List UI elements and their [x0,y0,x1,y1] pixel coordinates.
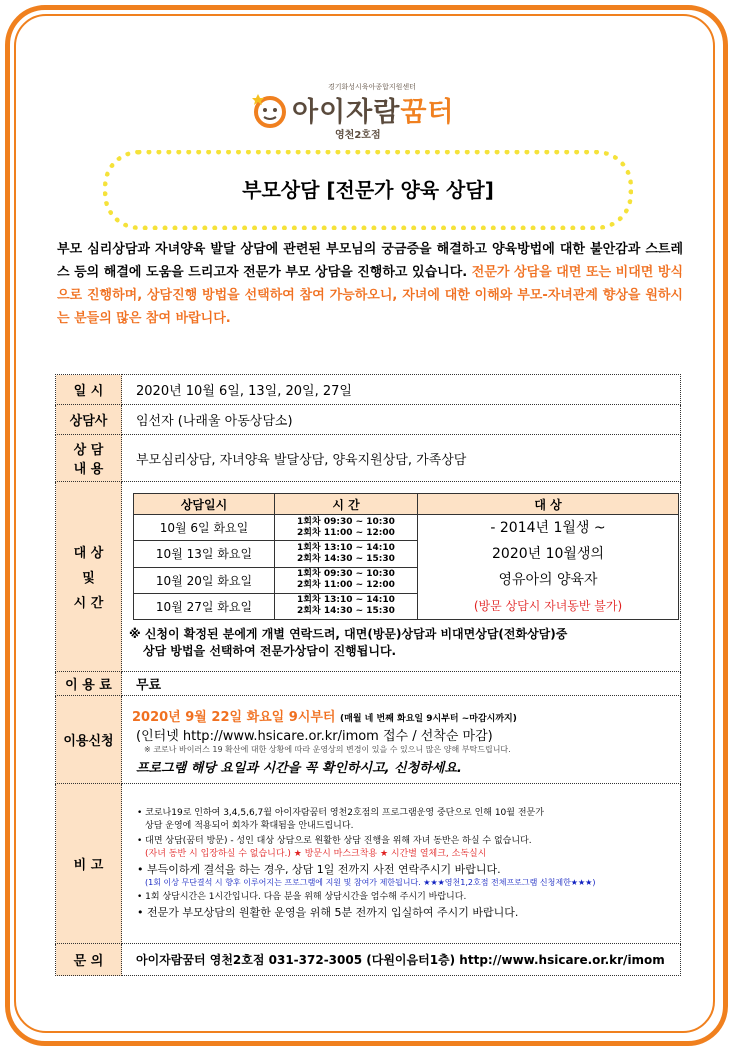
apply-method: (인터넷 http://www.hsicare.or.kr/imom 접수 / 선착순 마감) [136,728,493,744]
schedule-header-date: 상담일시 [134,494,275,515]
value-date: 2020년 10월 6일, 13일, 20일, 27일 [122,375,681,405]
schedule-date: 10월 13일 화요일 [134,541,275,567]
list-item: • 전문가 부모상담의 원활한 운영을 위해 5분 전까지 입실하여 주시기 바랍니다. [137,905,519,919]
value-contact: 아이자람꿈터 영천2호점 031-372-3005 (다원이음터1층) http://www.hsicare.or.kr/imom [122,944,681,976]
list-item: • 대면 상담(꿈터 방문) - 성인 대상 상담으로 원활한 상담 진행을 위해 자녀 동반은 하실 수 없습니다. (자녀 동반 시 입장하실 수 없습니다.) ★ 방문시 마스크착용 ★ 시간별 열체크, 소독실시 [137,835,532,859]
schedule-date: 10월 20일 화요일 [134,567,275,593]
logo [250,82,500,150]
schedule-date: 10월 6일 화요일 [134,515,275,541]
schedule-table [133,493,679,620]
schedule-cell [122,482,681,672]
schedule-time: 1회차 13:10 ~ 14:10 2회차 14:30 ~ 15:30 [275,593,418,619]
schedule-header-target: 대 상 [418,494,679,515]
schedule-time: 1회차 09:30 ~ 10:30 2회차 11:00 ~ 12:00 [275,515,418,541]
logo-branch: 영천2호점 [335,130,381,141]
apply-date: 2020년 9월 22일 화요일 9시부터 (매월 네 번째 화요일 9시부터 ~마감시까지) [132,709,517,725]
label-counselor: 상담사 [56,405,122,435]
label-content: 상 담 내 용 [56,435,122,482]
list-item: • 1회 상담시간은 1시간입니다. 다음 분을 위해 상담시간을 엄수해 주시기 바랍니다. [137,891,467,902]
value-counselor: 임선자 (나래울 아동상담소) [122,405,681,435]
logo-top-text: 경기화성시육아종합지원센터 [328,83,416,91]
schedule-time: 1회차 09:30 ~ 10:30 2회차 11:00 ~ 12:00 [275,567,418,593]
schedule-note: ※ 신청이 확정된 분에게 개별 연락드려, 대면(방문)상담과 비대면상담(전화상담)중 상담 방법을 선택하여 전문가상담이 진행됩니다. [129,627,568,658]
list-item: • 부득이하게 결석을 하는 경우, 상담 1일 전까지 사전 연락주시기 바랍니다. (1회 이상 무단결석 시 향후 이루어지는 프로그램에 지원 및 참여가 제한됩니다. ★★★영천1,2호점 전체프로그램 신청제한★★★) [137,862,596,887]
page-title: 부모상담 [전문가 양육 상담] [242,178,494,202]
label-target-time: 대 상 및 시 간 [56,482,122,672]
intro-paragraph: 부모 심리상담과 자녀양육 발달 상담에 관련된 부모님의 궁금증을 해결하고 양육방법에 대한 불안감과 스트레스 등의 해결에 도움을 드리고자 전문가 부모 상담을 진행하고 있습니다. 전문가 상담을 대면 또는 비대면 방식으로 진행하며, 상담진행 방법을 선택하여 참여 가능하오니, 자녀에 대한 이해와 부모-자녀관계 향상을 원하시는 분들의 많은 참여 바랍니다. [57,242,684,326]
list-item: • 코로나19로 인하여 3,4,5,6,7월 아이자람꿈터 영천2호점의 프로그램운영 중단으로 인해 10월 전문가 상담 운영에 적용되어 회차가 확대됨을 안내드립니다. [137,807,544,831]
schedule-date: 10월 27일 화요일 [134,593,275,619]
apply-cell [122,696,681,784]
notes-cell [122,784,681,944]
apply-reminder: 프로그램 해당 요일과 시간을 꼭 확인하시고, 신청하세요. [136,760,462,776]
label-fee: 이 용 료 [56,672,122,696]
notes-list [123,803,679,925]
schedule-time: 1회차 13:10 ~ 14:10 2회차 14:30 ~ 15:30 [275,541,418,567]
label-notes: 비 고 [56,784,122,944]
label-contact: 문 의 [56,944,122,976]
value-fee: 무료 [122,672,681,696]
value-content: 부모심리상담, 자녀양육 발달상담, 양육지원상담, 가족상담 [122,435,681,482]
mascot-icon [250,88,290,128]
schedule-target: - 2014년 1월생 ~ 2020년 10월생의 영유아의 양육자 (방문 상담시 자녀동반 불가) [418,515,679,620]
logo-name: 아이자람꿈터 [292,97,455,128]
label-apply: 이용신청 [56,696,122,784]
info-table [55,374,681,976]
apply-covid-note: ※ 코로나 바이러스 19 확산에 대한 상황에 따라 운영상의 변경이 있을 수 있으니 많은 양해 부탁드립니다. [144,744,511,754]
schedule-header-time: 시 간 [275,494,418,515]
label-date: 일 시 [56,375,122,405]
title-box [103,150,627,224]
